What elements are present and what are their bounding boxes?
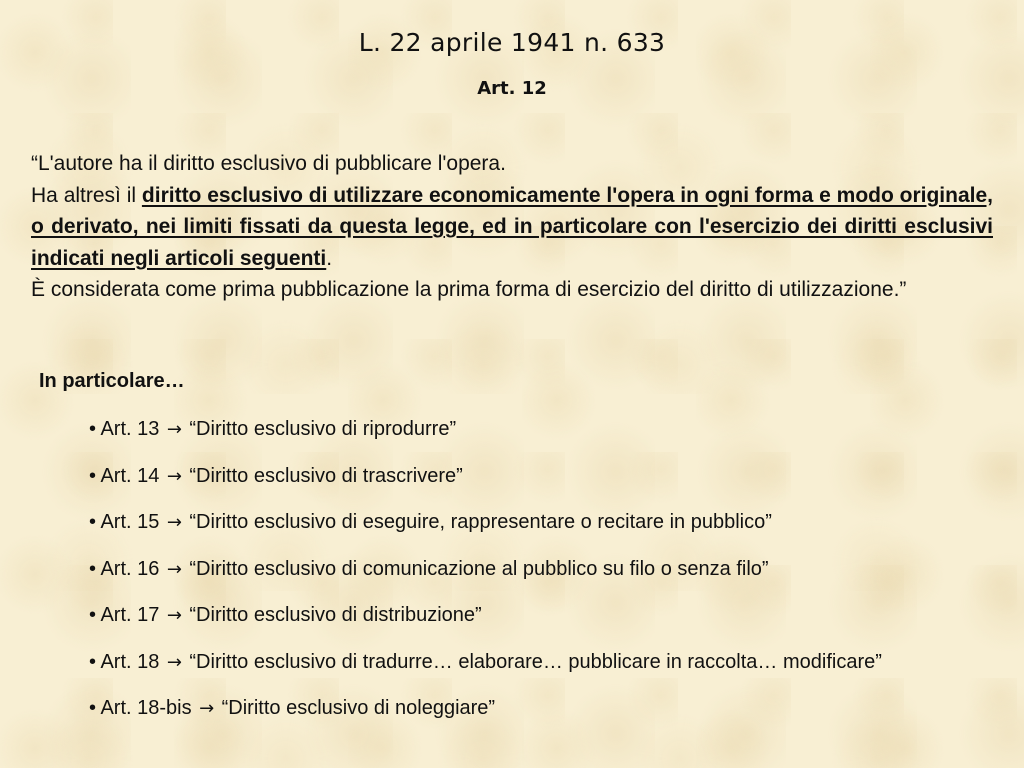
list-item (89, 693, 989, 724)
article-description: “Diritto esclusivo di distribuzione” (189, 604, 482, 626)
particulars-intro: In particolare… (39, 370, 185, 392)
list-item (89, 647, 989, 678)
article-description: “Diritto esclusivo di riprodurre” (189, 418, 457, 440)
article-number: Art. 16 (100, 557, 160, 580)
bullet-icon: • (89, 511, 97, 533)
quote-line-2 (31, 180, 993, 275)
article-description: “Diritto esclusivo di comunicazione al pubblico su filo o senza filo” (189, 557, 769, 580)
article-number: Art. 18-bis (100, 697, 192, 719)
arrow-right-icon: → (199, 698, 215, 719)
arrow-right-icon: → (166, 558, 182, 580)
list-item (89, 414, 989, 445)
arrow-right-icon: → (166, 419, 182, 440)
law-quote (31, 148, 993, 306)
list-item (89, 507, 989, 538)
article-description: “Diritto esclusivo di noleggiare” (221, 697, 496, 719)
arrow-right-icon: → (166, 512, 182, 533)
quote-line-3: È considerata come prima pubblicazione la prima forma di esercizio del diritto di utilizzazione.” (31, 278, 907, 301)
list-item (89, 461, 989, 492)
quote-line-1: “L'autore ha il diritto esclusivo di pubblicare l'opera. (31, 152, 506, 175)
article-description: “Diritto esclusivo di tradurre… elaborare… pubblicare in raccolta… modificare” (189, 650, 882, 673)
bullet-icon: • (89, 604, 97, 626)
bullet-icon: • (89, 697, 97, 719)
list-item (89, 600, 989, 631)
arrow-right-icon: → (166, 651, 182, 673)
bullet-icon: • (89, 464, 97, 487)
article-description: “Diritto esclusivo di trascrivere” (189, 464, 463, 487)
arrow-right-icon: → (166, 465, 182, 487)
article-description: “Diritto esclusivo di eseguire, rappresentare o recitare in pubblico” (189, 511, 772, 533)
article-number: Art. 17 (100, 604, 160, 626)
arrow-right-icon: → (166, 605, 182, 626)
quote-line-2-prefix: Ha altresì il (31, 183, 142, 207)
law-title: L. 22 aprile 1941 n. 633 (358, 28, 666, 57)
quote-line-2-suffix: . (326, 246, 333, 270)
article-number: Art. 15 (100, 511, 160, 533)
list-item (89, 554, 989, 585)
article-number: Art. 14 (100, 464, 160, 487)
bullet-icon: • (89, 650, 97, 673)
bullet-icon: • (89, 418, 97, 440)
quote-emphasis: diritto esclusivo di utilizzare economicamente l'opera in ogni forma e modo originale, o derivato, nei limiti fissati da questa legge, ed in particolare con l'esercizio dei diritti esclusivi indicati negli articoli seguenti (31, 183, 993, 270)
article-number: Art. 13 (100, 418, 160, 440)
bullet-icon: • (89, 557, 97, 580)
article-number: Art. 18 (100, 650, 160, 673)
article-heading: Art. 12 (477, 78, 547, 99)
articles-list (89, 414, 989, 740)
